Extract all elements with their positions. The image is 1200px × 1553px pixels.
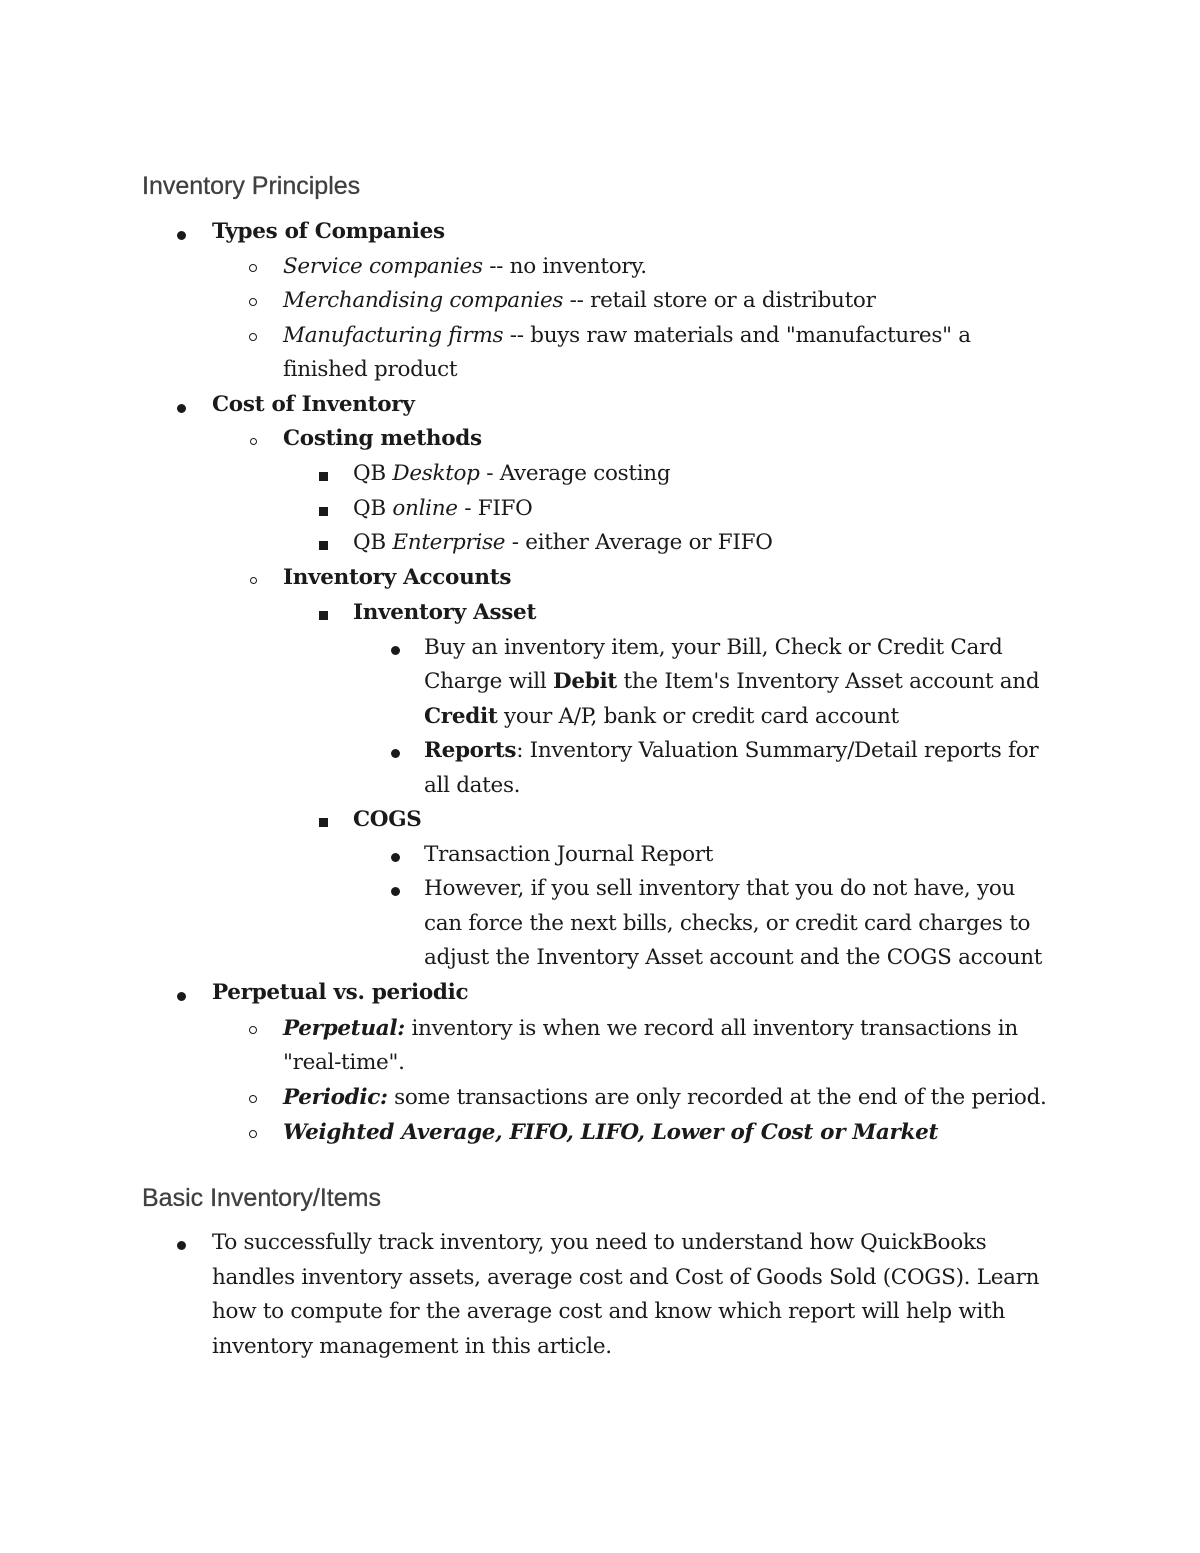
bullet-disc bbox=[177, 404, 186, 413]
list-item-manufacturing: Manufacturing firms -- buys raw materials and "manufactures" a bbox=[283, 323, 971, 348]
paragraph-line3: how to compute for the average cost and know which report will help with bbox=[212, 1299, 1005, 1324]
paragraph-line2: handles inventory assets, average cost and Cost of Goods Sold (COGS). Learn bbox=[212, 1265, 1040, 1290]
list-heading-costing-methods: Costing methods bbox=[283, 426, 482, 451]
list-heading-cost-of-inventory: Cost of Inventory bbox=[212, 392, 415, 417]
bullet-circle bbox=[249, 1095, 257, 1103]
list-item-manufacturing-cont: finished product bbox=[283, 357, 458, 382]
list-item-buy-line3: Credit your A/P, bank or credit card account bbox=[424, 704, 899, 729]
list-item-periodic: Periodic: some transactions are only recorded at the end of the period. bbox=[283, 1085, 1047, 1110]
list-item-service: Service companies -- no inventory. bbox=[283, 254, 647, 279]
list-item-perpetual-line2: "real-time". bbox=[283, 1050, 405, 1075]
list-item-costing-methods-list: Weighted Average, FIFO, LIFO, Lower of Cost or Market bbox=[283, 1120, 939, 1145]
list-item-journal-report: Transaction Journal Report bbox=[424, 842, 714, 867]
bullet-square bbox=[319, 818, 328, 827]
list-item-however-line1: However, if you sell inventory that you do not have, you bbox=[424, 876, 1016, 901]
list-item-perpetual-line1: Perpetual: inventory is when we record all inventory transactions in bbox=[283, 1016, 1018, 1041]
list-item-reports-line1: Reports: Inventory Valuation Summary/Detail reports for bbox=[424, 738, 1039, 763]
list-heading-inventory-accounts: Inventory Accounts bbox=[283, 565, 512, 590]
list-item-qb-enterprise: QB Enterprise - either Average or FIFO bbox=[353, 530, 773, 555]
bullet-disc bbox=[391, 749, 400, 758]
bullet-disc bbox=[391, 887, 400, 896]
bullet-square bbox=[319, 611, 328, 620]
list-item-buy-line1: Buy an inventory item, your Bill, Check or Credit Card bbox=[424, 635, 1003, 660]
bullet-disc bbox=[177, 231, 186, 240]
section-title-inventory-principles: Inventory Principles bbox=[142, 172, 361, 200]
list-item-merchandising: Merchandising companies -- retail store or a distributor bbox=[283, 288, 876, 313]
paragraph-line4: inventory management in this article. bbox=[212, 1334, 612, 1359]
list-item-reports-line2: all dates. bbox=[424, 773, 521, 798]
list-item-buy-line2: Charge will Debit the Item's Inventory Asset account and bbox=[424, 669, 1040, 694]
bullet-disc bbox=[391, 646, 400, 655]
bullet-circle bbox=[250, 577, 257, 584]
bullet-disc bbox=[177, 992, 186, 1001]
bullet-circle bbox=[249, 1026, 257, 1034]
bullet-square bbox=[319, 507, 328, 516]
paragraph-line1: To successfully track inventory, you need to understand how QuickBooks bbox=[212, 1230, 987, 1255]
list-heading-inventory-asset: Inventory Asset bbox=[353, 600, 537, 625]
list-item-however-line3: adjust the Inventory Asset account and the COGS account bbox=[424, 945, 1043, 970]
bullet-circle bbox=[250, 438, 257, 445]
bullet-square bbox=[319, 472, 328, 481]
bullet-circle bbox=[249, 1130, 257, 1138]
list-item-however-line2: can force the next bills, checks, or credit card charges to bbox=[424, 911, 1031, 936]
section-title-basic-inventory-items: Basic Inventory/Items bbox=[142, 1184, 381, 1212]
list-heading-types-of-companies: Types of Companies bbox=[212, 219, 445, 244]
list-heading-perpetual-vs-periodic: Perpetual vs. periodic bbox=[212, 980, 469, 1005]
bullet-circle bbox=[249, 333, 257, 341]
list-item-qb-desktop: QB Desktop - Average costing bbox=[353, 461, 671, 486]
list-item-qb-online: QB online - FIFO bbox=[353, 496, 533, 521]
bullet-circle bbox=[249, 298, 257, 306]
bullet-disc bbox=[177, 1241, 186, 1250]
bullet-circle bbox=[249, 264, 257, 272]
bullet-square bbox=[319, 541, 328, 550]
list-heading-cogs: COGS bbox=[353, 807, 422, 832]
bullet-disc bbox=[391, 853, 400, 862]
